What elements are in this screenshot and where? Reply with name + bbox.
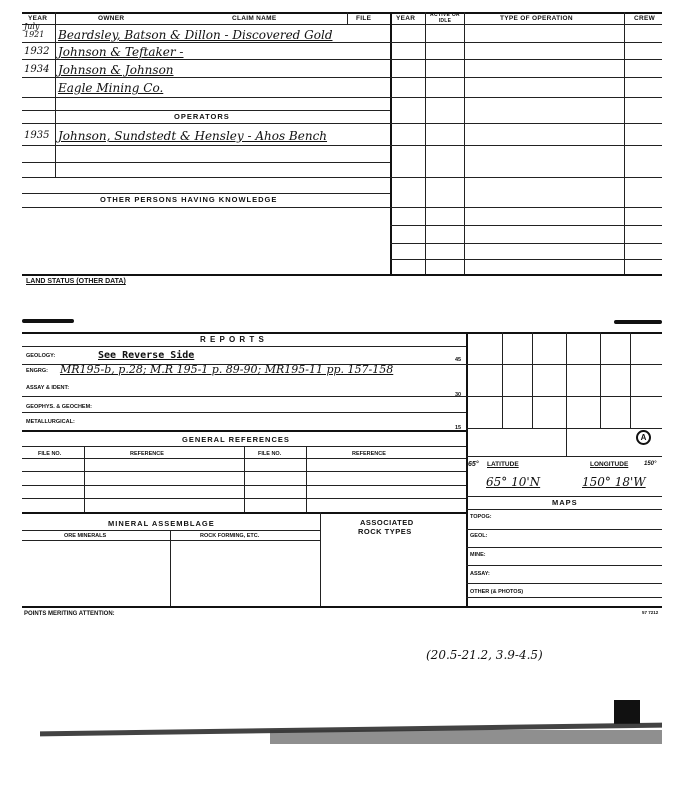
operators-title: OPERATORS bbox=[174, 112, 230, 121]
longitude-label: LONGITUDE bbox=[590, 461, 629, 468]
mineral-bottom bbox=[22, 606, 662, 608]
gr-row-1 bbox=[22, 471, 466, 472]
top-block-bottom bbox=[22, 274, 662, 276]
reports-header-line bbox=[22, 346, 466, 347]
metallurgical-label: METALLURGICAL: bbox=[26, 419, 75, 425]
num-15: 15 bbox=[455, 425, 462, 431]
right-row-10 bbox=[390, 243, 662, 244]
topog-line bbox=[466, 529, 662, 530]
mineral-header-line bbox=[22, 530, 320, 531]
gr-bottom bbox=[22, 512, 466, 514]
gr-col-2 bbox=[244, 446, 245, 512]
geol-label: GEOL: bbox=[470, 533, 488, 539]
year2-col-line bbox=[425, 12, 426, 274]
right-row-3 bbox=[390, 77, 662, 78]
hdr-crew: CREW bbox=[634, 15, 656, 22]
owner-3-text: Johnson & Johnson bbox=[58, 63, 174, 77]
loc-grid-h2 bbox=[466, 396, 662, 397]
loc-grid-h3 bbox=[466, 428, 662, 429]
gr-reference2: REFERENCE bbox=[352, 451, 386, 457]
points-meriting-attention: POINTS MERITING ATTENTION: bbox=[24, 611, 115, 617]
mineral-assemblage-title: MINERAL ASSEMBLAGE bbox=[108, 519, 215, 528]
owner-3-year: 1934 bbox=[24, 64, 50, 75]
assay-map-label: ASSAY: bbox=[470, 571, 490, 577]
maps-header-line bbox=[466, 509, 662, 510]
right-row-1 bbox=[390, 42, 662, 43]
rock-forming-label: ROCK FORMING, ETC. bbox=[200, 533, 260, 539]
longitude-value: 150° 18'W bbox=[582, 475, 646, 489]
mineral-subheader-line bbox=[22, 540, 320, 541]
operator-row-line-3 bbox=[22, 177, 390, 178]
owner-1-text: Beardsley, Batson & Dillon - Discovered Gold bbox=[58, 28, 333, 42]
mineral-col-1 bbox=[170, 530, 171, 606]
geology-value: See Reverse Side bbox=[98, 350, 195, 361]
hdr-active-idle: ACTIVE OR IDLE bbox=[430, 12, 460, 24]
left-block-edge bbox=[390, 12, 392, 274]
owner-row-line-4 bbox=[22, 97, 390, 98]
active-col-line bbox=[464, 12, 465, 274]
metallurgical-line bbox=[22, 430, 466, 432]
operators-top-line bbox=[22, 110, 390, 111]
operators-header-line bbox=[22, 123, 390, 124]
hdr-claim-name: CLAIM NAME bbox=[232, 15, 277, 22]
loc-grid-v2 bbox=[532, 332, 533, 428]
topog-label: TOPOG: bbox=[470, 514, 492, 520]
reports-title: R E P O R T S bbox=[200, 335, 265, 344]
reports-right-edge bbox=[466, 332, 468, 608]
operator-1-text: Johnson, Sundstedt & Hensley - Ahos Bench bbox=[58, 129, 328, 143]
maps-title: MAPS bbox=[552, 498, 578, 507]
gr-file-no2: FILE NO. bbox=[258, 451, 282, 457]
smudge-left bbox=[22, 319, 74, 323]
lat-prefix: 65° bbox=[468, 461, 479, 468]
owner-2-year: 1932 bbox=[24, 46, 50, 57]
other-photos-line bbox=[466, 597, 662, 598]
year-col-line bbox=[55, 12, 56, 177]
maps-top-line bbox=[466, 496, 662, 497]
hdr-file: FILE bbox=[356, 15, 372, 22]
owner-2-text: Johnson & Teftaker - bbox=[58, 45, 184, 59]
hdr-type-of-operation: TYPE OF OPERATION bbox=[500, 15, 573, 22]
top-border bbox=[22, 12, 662, 14]
num-30: 30 bbox=[455, 392, 462, 398]
gr-reference: REFERENCE bbox=[130, 451, 164, 457]
hdr-year: YEAR bbox=[28, 15, 48, 22]
ore-minerals-label: ORE MINERALS bbox=[64, 533, 107, 539]
loc-grid-v1 bbox=[502, 332, 503, 428]
lat-line bbox=[466, 456, 662, 457]
owner-row-line-3 bbox=[22, 77, 390, 78]
hdr-owner: OWNER bbox=[98, 15, 125, 22]
other-photos-label: OTHER (& PHOTOS) bbox=[470, 589, 524, 595]
owner-row-line-2 bbox=[22, 59, 390, 60]
file-col-line bbox=[347, 12, 348, 24]
gr-col-1 bbox=[84, 446, 85, 512]
land-status-label: LAND STATUS (OTHER DATA) bbox=[26, 278, 126, 285]
header-bottom-line bbox=[22, 24, 662, 25]
mine-line bbox=[466, 565, 662, 566]
loc-grid-h1 bbox=[466, 364, 662, 365]
num-45: 45 bbox=[455, 357, 462, 363]
mine-label: MINE: bbox=[470, 552, 486, 558]
lon-suffix: 150° bbox=[644, 461, 657, 467]
rock-types-label: ROCK TYPES bbox=[358, 527, 412, 536]
geophys-label: GEOPHYS. & GEOCHEM: bbox=[26, 404, 93, 410]
latitude-value: 65° 10'N bbox=[486, 475, 541, 489]
loc-grid-v4 bbox=[600, 332, 601, 428]
operator-row-line-1 bbox=[22, 145, 390, 146]
smudge-right bbox=[614, 320, 662, 324]
operator-row-line-2 bbox=[22, 162, 390, 163]
gr-row-3 bbox=[22, 498, 466, 499]
engrg-value: MR195-b, p.28; M.R 195-1 p. 89-90; MR195-11 pp. 157-158 bbox=[60, 363, 394, 376]
other-persons-title: OTHER PERSONS HAVING KNOWLEDGE bbox=[100, 195, 278, 204]
geophys-line bbox=[22, 412, 466, 413]
owner-row-line-1 bbox=[22, 42, 390, 43]
right-row-11 bbox=[390, 259, 662, 260]
assay-map-line bbox=[466, 583, 662, 584]
scan-noise-band bbox=[270, 730, 662, 744]
form-number: 57 7212 bbox=[642, 610, 659, 615]
associated-label: ASSOCIATED bbox=[360, 518, 414, 527]
footer-note: (20.5-21.2, 3.9-4.5) bbox=[426, 648, 543, 662]
loc-grid-v3 bbox=[566, 332, 567, 456]
mineral-col-2 bbox=[320, 512, 321, 606]
gr-col-3 bbox=[306, 446, 307, 512]
owner-4-text: Eagle Mining Co. bbox=[58, 81, 164, 95]
right-row-2 bbox=[390, 59, 662, 60]
crew-col-line bbox=[624, 12, 625, 274]
right-row-7 bbox=[390, 177, 662, 178]
owner-1-year: July 1921 bbox=[24, 22, 45, 39]
right-row-5 bbox=[390, 123, 662, 124]
right-row-8 bbox=[390, 207, 662, 208]
operator-1-year: 1935 bbox=[24, 130, 50, 141]
other-persons-header-line bbox=[22, 207, 390, 208]
geology-label: GEOLOGY: bbox=[26, 353, 56, 359]
right-row-4 bbox=[390, 97, 662, 98]
geol-line bbox=[466, 547, 662, 548]
engrg-label: ENGRG: bbox=[26, 368, 48, 374]
right-row-6 bbox=[390, 145, 662, 146]
other-persons-top-line bbox=[22, 193, 390, 194]
hdr-year2: YEAR bbox=[396, 15, 416, 22]
latitude-label: LATITUDE bbox=[487, 461, 519, 468]
black-square-artifact bbox=[614, 700, 640, 724]
gr-file-no: FILE NO. bbox=[38, 451, 62, 457]
general-references-title: GENERAL REFERENCES bbox=[182, 435, 290, 444]
assay-label: ASSAY & IDENT: bbox=[26, 385, 70, 391]
loc-grid-v5 bbox=[630, 332, 631, 428]
right-row-9 bbox=[390, 225, 662, 226]
circled-a-icon: A bbox=[636, 430, 651, 445]
assay-line bbox=[22, 396, 466, 397]
gr-row-2 bbox=[22, 485, 466, 486]
